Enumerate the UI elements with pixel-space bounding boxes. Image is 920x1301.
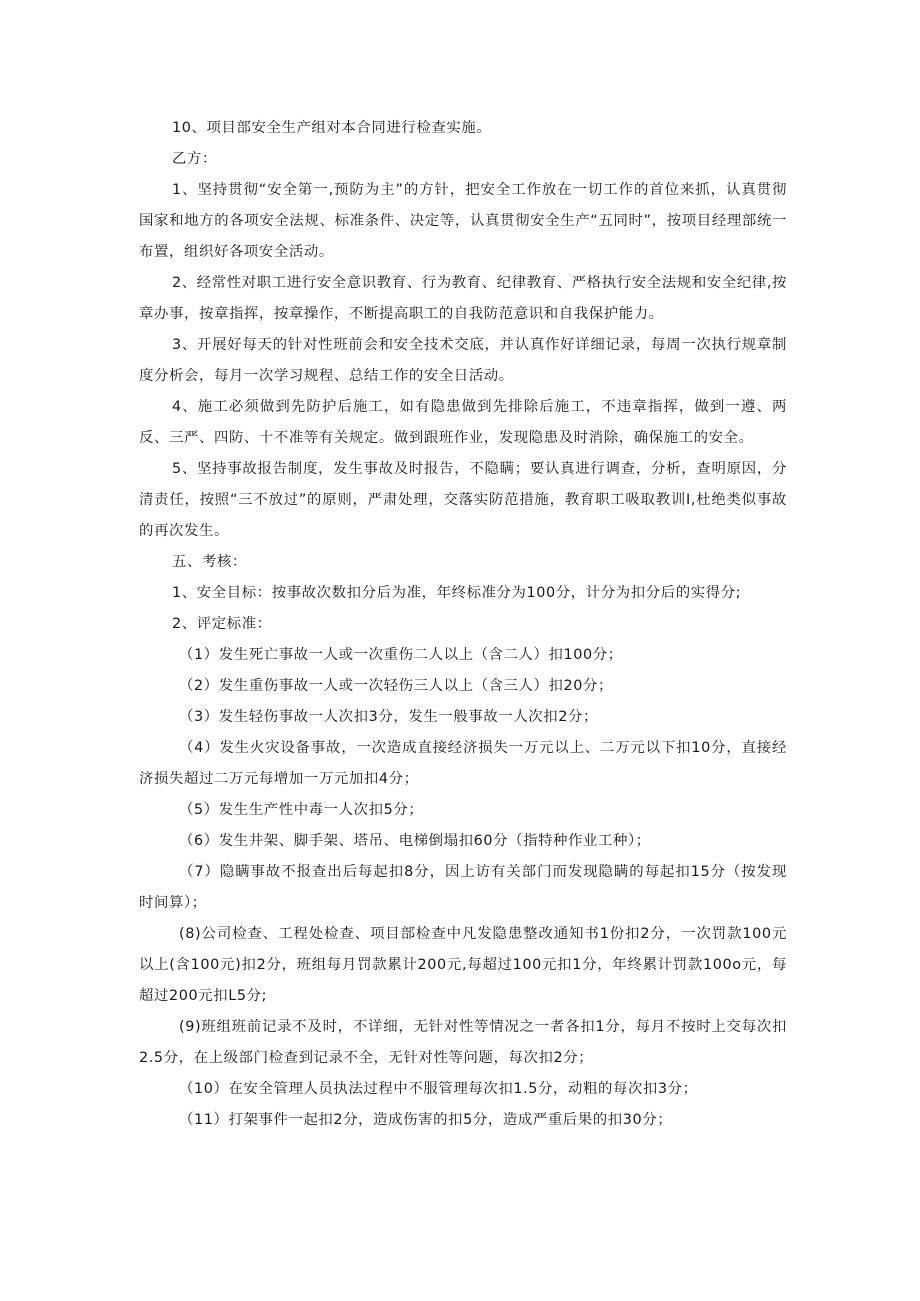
criteria-item-1: （1）发生死亡事故一人或一次重伤二人以上（含二人）扣100分；	[179, 647, 623, 663]
paragraph-criteria-heading: 2、评定标准：	[172, 616, 272, 632]
document-body	[139, 113, 787, 1136]
criteria-item-5: （5）发生生产性中毒一人次扣5分；	[179, 802, 424, 818]
paragraph-b-item-3: 3、开展好每天的针对性班前会和安全技术交底，并认真作好详细记录，每周一次执行规章制度分析会，每月一次学习规程、总结工作的安全日活动。	[139, 337, 787, 384]
criteria-item-4: （4）发生火灾设备事故，一次造成直接经济损失一万元以上、二万元以下扣10分，直接经济损失超过二万元每增加一万元加扣4分；	[139, 740, 787, 787]
paragraph-b-item-2: 2、经常性对职工进行安全意识教育、行为教育、纪律教育、严格执行安全法规和安全纪律,按章办事，按章指挥，按章操作，不断提高职工的自我防范意识和自我保护能力。	[139, 275, 787, 322]
criteria-item-9: (9)班组班前记录不及时，不详细，无针对性等情况之一者各扣1分，每月不按时上交每次扣2.5分，在上级部门检查到记录不全，无针对性等问题，每次扣2分；	[139, 1019, 787, 1066]
heading-assessment: 五、考核：	[172, 554, 247, 570]
criteria-item-7: （7）隐瞒事故不报查出后每起扣8分，因上访有关部门而发现隐瞒的每起扣15分（按发现时间算）；	[139, 864, 787, 911]
paragraph-contract-check: 10、项目部安全生产组对本合同进行检查实施。	[172, 120, 492, 136]
criteria-item-3: （3）发生轻伤事故一人次扣3分，发生一般事故一人次扣2分；	[179, 709, 599, 725]
heading-party-b: 乙方：	[172, 151, 217, 167]
criteria-item-11: （11）打架事件一起扣2分，造成伤害的扣5分，造成严重后果的扣30分；	[179, 1112, 673, 1128]
paragraph-b-item-5: 5、坚持事故报告制度，发生事故及时报告，不隐瞒；要认真进行调查，分析，查明原因，分清责任，按照“三不放过”的原则，严肃处理，交落实防范措施，教育职工吸取教训I,杜绝类似事故的再次发生。	[139, 461, 787, 539]
criteria-item-10: （10）在安全管理人员执法过程中不服管理每次扣1.5分，动粗的每次扣3分；	[179, 1081, 698, 1097]
paragraph-b-item-1: 1、坚持贯彻“安全第一,预防为主”的方针，把安全工作放在一切工作的首位来抓，认真贯彻国家和地方的各项安全法规、标准条件、决定等，认真贯彻安全生产“五同时”，按项目经理部统一布置，组织好各项安全活动。	[139, 182, 787, 260]
criteria-item-8: (8)公司检查、工程处检查、项目部检查中凡发隐患整改通知书1份扣2分，一次罚款100元以上(含100元)扣2分，班组每月罚款累计200元,每超过100元扣1分，年终累计罚款100o元，每超过200元扣L5分;	[139, 926, 787, 1004]
paragraph-b-item-4: 4、施工必须做到先防护后施工，如有隐患做到先排除后施工，不违章指挥，做到一遵、两反、三严、四防、十不准等有关规定。做到跟班作业，发现隐患及时消除，确保施工的安全。	[139, 399, 787, 446]
criteria-item-6: （6）发生井架、脚手架、塔吊、电梯倒塌扣60分（指特种作业工种）；	[179, 833, 651, 849]
paragraph-safety-target: 1、安全目标：按事故次数扣分后为准，年终标准分为100分，计分为扣分后的实得分;	[172, 585, 742, 601]
criteria-item-2: （2）发生重伤事故一人或一次轻伤三人以上（含三人）扣20分；	[179, 678, 614, 694]
